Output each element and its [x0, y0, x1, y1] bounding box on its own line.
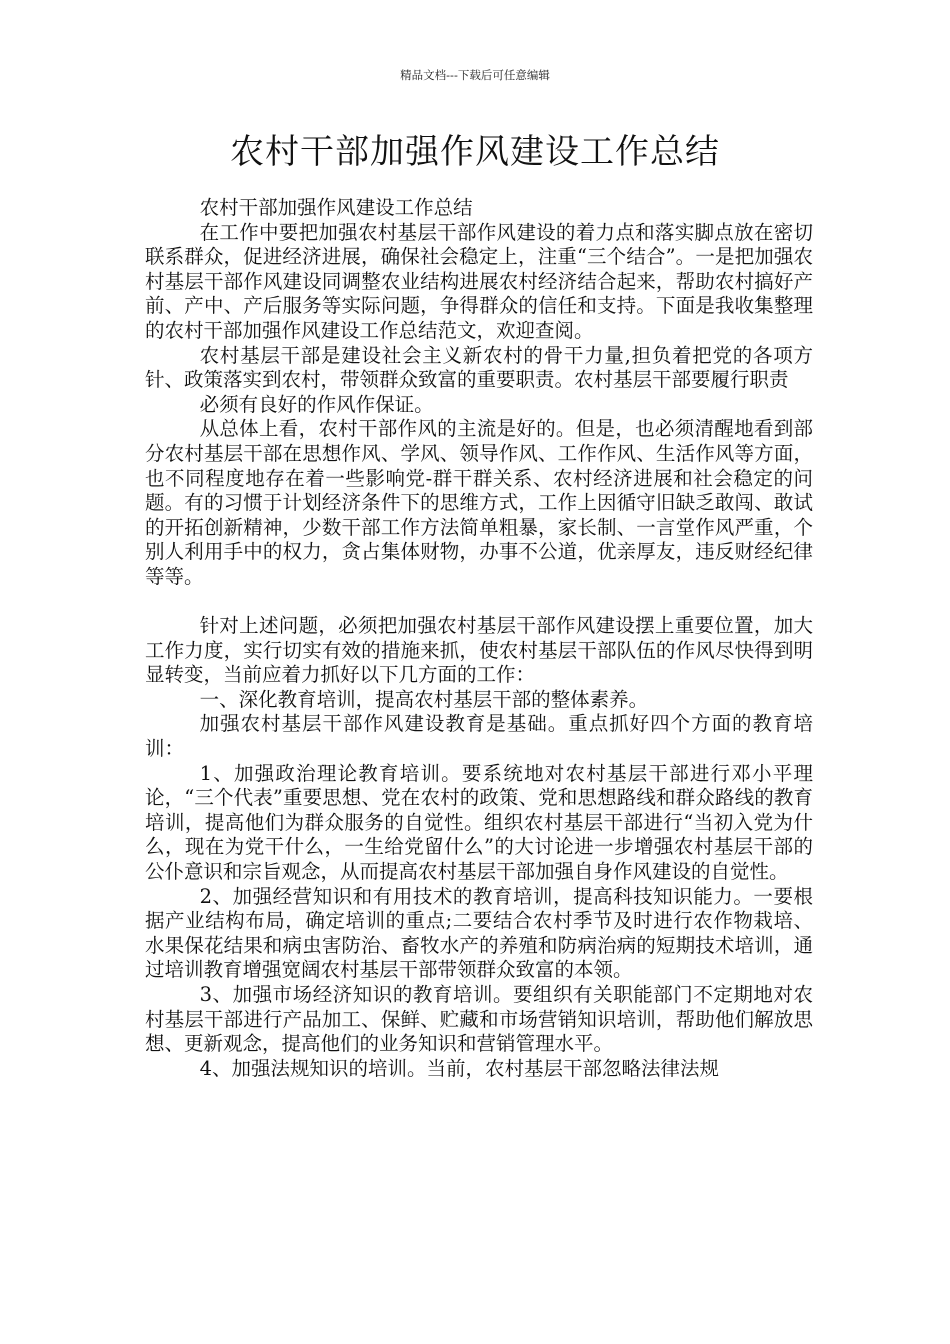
- paragraph-intro: 在工作中要把加强农村基层干部作风建设的着力点和落实脚点放在密切联系群众，促进经济进展，确保社会稳定上，注重“三个结合”。一是把加强农村基层干部作风建设同调整农业结构进展农村经济结合起来，帮助农村搞好产前、产中、产后服务等实际问题，争得群众的信任和支持。下面是我收集整理的农村干部加强作风建设工作总结范文，欢迎查阅。: [145, 220, 813, 342]
- list-item-4: 4、加强法规知识的培训。当前，农村基层干部忽略法律法规: [199, 1056, 720, 1080]
- paragraph-overview: 从总体上看，农村干部作风的主流是好的。但是，也必须清醒地看到部分农村基层干部在思想作风、学风、领导作风、工作作风、生活作风等方面，也不同程度地存在着一些影响党-群干群关系、农村经济进展和社会稳定的问题。有的习惯于计划经济条件下的思维方式，工作上因循守旧缺乏敢闯、敢试的开拓创新精神，少数干部工作方法简单粗暴，家长制、一言堂作风严重，个别人利用手中的权力，贪占集体财物，办事不公道，优亲厚友，违反财经纪律等等。: [145, 417, 813, 588]
- list-item-1: 1、加强政治理论教育培训。要系统地对农村基层干部进行邓小平理论，“三个代表”重要思想、党在农村的政策、党和思想路线和群众路线的教育培训，提高他们为群众服务的自觉性。组织农村基层干部进行“当初入党为什么，现在为党干什么，一生给党留什么”的大讨论进一步增强农村基层干部的公仆意识和宗旨观念，从而提高农村基层干部加强自身作风建设的自觉性。: [145, 761, 813, 884]
- paragraph-subtitle: 农村干部加强作风建设工作总结: [199, 196, 473, 219]
- paragraph-education: 加强农村基层干部作风建设教育是基础。重点抓好四个方面的教育培训：: [145, 712, 813, 761]
- section-heading-1: 一、深化教育培训，提高农村基层干部的整体素养。: [199, 687, 649, 711]
- list-item-3: 3、加强市场经济知识的教育培训。要组织有关职能部门不定期地对农村基层干部进行产品加工、保鲜、贮藏和市场营销知识培训，帮助他们解放思想、更新观念，提高他们的业务知识和营销管理水平。: [145, 983, 813, 1056]
- paragraph-role: 农村基层干部是建设社会主义新农村的骨干力量,担负着把党的各项方针、政策落实到农村，带领群众致富的重要职责。农村基层干部要履行职责: [145, 343, 813, 392]
- document-body: [145, 196, 813, 1081]
- paragraph-measures: 针对上述问题，必须把加强农村基层干部作风建设摆上重要位置，加大工作力度，实行切实有效的措施来抓，使农村基层干部队伍的作风尽快得到明显转变，当前应着力抓好以下几方面的工作：: [145, 614, 813, 687]
- page-header: 精品文档---下载后可任意编辑: [400, 68, 550, 82]
- paragraph-guarantee: 必须有良好的作风作保证。: [199, 392, 434, 416]
- document-title: 农村干部加强作风建设工作总结: [230, 132, 720, 172]
- list-item-2: 2、加强经营知识和有用技术的教育培训，提高科技知识能力。一要根据产业结构布局，确定培训的重点;二要结合农村季节及时进行农作物栽培、水果保花结果和病虫害防治、畜牧水产的养殖和防病治病的短期技术培训，通过培训教育增强宽阔农村基层干部带领群众致富的本领。: [145, 884, 813, 982]
